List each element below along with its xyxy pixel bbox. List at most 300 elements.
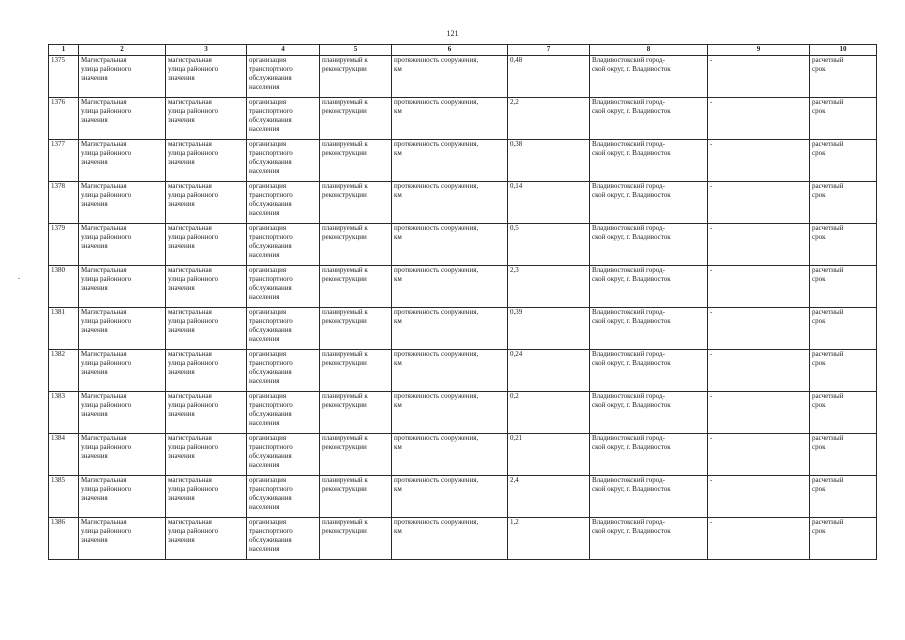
cell-line: расчетный [812,140,844,148]
cell-line: протяженность сооружения, [394,392,479,400]
cell-status [320,56,392,98]
cell-object-name [79,476,166,518]
cell-value: 2,2 [508,98,590,140]
cell-line: значения [81,536,108,544]
cell-line: населения [249,461,280,469]
cell-location [590,140,708,182]
cell-line: планируемый к [322,350,368,358]
cell-line: населения [249,125,280,133]
cell-value: 1,2 [508,518,590,560]
cell-line: Магистральная [81,476,127,484]
cell-object-name [79,350,166,392]
cell-line: обслуживания [249,284,292,292]
cell-object-type [166,56,247,98]
cell-line: транспортного [249,65,293,73]
registry-table [48,44,877,560]
cell-object-name [79,434,166,476]
cell-line: значения [168,116,195,124]
cell-line: улица районного [81,527,132,535]
cell-line: срок [812,149,826,157]
cell-line: Владивостокский город- [592,140,665,148]
cell-line: расчетный [812,182,844,190]
cell-line: обслуживания [249,536,292,544]
cell-line: магистральная [168,476,212,484]
cell-line: организация [249,308,287,316]
cell-status [320,308,392,350]
cell-line: транспортного [249,233,293,241]
cell-line: реконструкции [322,149,367,157]
cell-object-name [79,56,166,98]
cell-line: улица районного [168,65,219,73]
cell-line: магистральная [168,308,212,316]
cell-location [590,434,708,476]
cell-line: км [394,359,402,367]
cell-line: планируемый к [322,182,368,190]
cell-line: протяженность сооружения, [394,308,479,316]
cell-purpose [247,392,320,434]
cell-line: улица районного [168,233,219,241]
cell-line: Владивостокский город- [592,308,665,316]
cell-line: улица районного [81,275,132,283]
cell-term [810,476,877,518]
cell-status [320,98,392,140]
cell-line: реконструкции [322,401,367,409]
cell-line: ской округ, г. Владивосток [592,149,671,157]
cell-zone: - [708,308,810,350]
cell-line: значения [168,452,195,460]
cell-line: организация [249,182,287,190]
cell-line: Магистральная [81,56,127,64]
cell-line: протяженность сооружения, [394,98,479,106]
cell-line: Владивостокский город- [592,350,665,358]
cell-line: транспортного [249,485,293,493]
cell-zone: - [708,98,810,140]
cell-location [590,266,708,308]
cell-line: срок [812,191,826,199]
cell-line: значения [81,116,108,124]
cell-line: транспортного [249,359,293,367]
cell-line: населения [249,335,280,343]
cell-purpose [247,350,320,392]
cell-line: расчетный [812,518,844,526]
table-row [49,434,877,476]
cell-line: магистральная [168,350,212,358]
cell-value: 0,48 [508,56,590,98]
cell-row-number: 1375 [49,56,79,98]
cell-line: организация [249,518,287,526]
cell-line: реконструкции [322,275,367,283]
cell-term [810,350,877,392]
cell-location [590,518,708,560]
cell-term [810,434,877,476]
cell-term [810,266,877,308]
cell-characteristic [392,182,508,224]
cell-line: населения [249,251,280,259]
cell-line: срок [812,275,826,283]
cell-line: магистральная [168,182,212,190]
cell-status [320,476,392,518]
cell-line: реконструкции [322,359,367,367]
cell-purpose [247,518,320,560]
cell-line: протяженность сооружения, [394,350,479,358]
cell-line: Магистральная [81,266,127,274]
cell-line: протяженность сооружения, [394,140,479,148]
cell-line: км [394,401,402,409]
cell-line: расчетный [812,476,844,484]
cell-line: обслуживания [249,242,292,250]
cell-line: протяженность сооружения, [394,224,479,232]
cell-purpose [247,224,320,266]
cell-line: планируемый к [322,224,368,232]
cell-line: протяженность сооружения, [394,434,479,442]
cell-line: реконструкции [322,107,367,115]
cell-row-number: 1383 [49,392,79,434]
cell-status [320,350,392,392]
cell-line: значения [168,494,195,502]
cell-value: 2,4 [508,476,590,518]
cell-characteristic [392,350,508,392]
cell-line: реконструкции [322,317,367,325]
cell-line: планируемый к [322,140,368,148]
cell-object-type [166,434,247,476]
cell-line: планируемый к [322,434,368,442]
cell-line: значения [168,410,195,418]
cell-purpose [247,266,320,308]
cell-purpose [247,182,320,224]
column-header-9: 9 [708,45,810,56]
cell-line: улица районного [168,107,219,115]
cell-line: км [394,527,402,535]
cell-line: ской округ, г. Владивосток [592,401,671,409]
table-row [49,56,877,98]
cell-line: реконструкции [322,485,367,493]
cell-location [590,98,708,140]
cell-line: ской округ, г. Владивосток [592,107,671,115]
column-header-1: 1 [49,45,79,56]
cell-line: км [394,275,402,283]
cell-term [810,392,877,434]
cell-line: ской округ, г. Владивосток [592,191,671,199]
cell-zone: - [708,434,810,476]
cell-term [810,182,877,224]
cell-line: км [394,191,402,199]
cell-value: 0,24 [508,350,590,392]
cell-line: улица районного [168,359,219,367]
cell-line: срок [812,485,826,493]
cell-line: расчетный [812,98,844,106]
cell-value: 0,39 [508,308,590,350]
column-header-6: 6 [392,45,508,56]
cell-line: улица районного [81,233,132,241]
cell-zone: - [708,140,810,182]
cell-purpose [247,140,320,182]
cell-line: протяженность сооружения, [394,182,479,190]
cell-line: ской округ, г. Владивосток [592,527,671,535]
cell-object-name [79,182,166,224]
cell-line: обслуживания [249,368,292,376]
cell-characteristic [392,392,508,434]
cell-line: улица районного [168,149,219,157]
cell-object-name [79,308,166,350]
table-row [49,350,877,392]
cell-zone: - [708,224,810,266]
cell-line: ской округ, г. Владивосток [592,275,671,283]
cell-line: планируемый к [322,56,368,64]
cell-object-name [79,392,166,434]
cell-object-name [79,140,166,182]
cell-line: улица районного [168,275,219,283]
cell-line: магистральная [168,434,212,442]
cell-zone: - [708,392,810,434]
cell-line: срок [812,359,826,367]
table-row [49,182,877,224]
cell-line: ской округ, г. Владивосток [592,233,671,241]
cell-line: организация [249,476,287,484]
cell-characteristic [392,224,508,266]
cell-zone: - [708,182,810,224]
cell-line: Магистральная [81,518,127,526]
cell-object-type [166,98,247,140]
cell-line: Владивостокский город- [592,476,665,484]
cell-line: обслуживания [249,116,292,124]
cell-line: обслуживания [249,158,292,166]
column-header-2: 2 [79,45,166,56]
cell-line: км [394,65,402,73]
column-header-8: 8 [590,45,708,56]
cell-line: км [394,485,402,493]
cell-line: Владивостокский город- [592,392,665,400]
cell-characteristic [392,476,508,518]
cell-zone: - [708,350,810,392]
cell-line: протяженность сооружения, [394,56,479,64]
cell-location [590,56,708,98]
cell-line: обслуживания [249,494,292,502]
cell-value: 0,38 [508,140,590,182]
cell-line: реконструкции [322,233,367,241]
cell-row-number: 1378 [49,182,79,224]
cell-line: транспортного [249,107,293,115]
cell-term [810,518,877,560]
table-row [49,392,877,434]
cell-line: Магистральная [81,434,127,442]
cell-status [320,518,392,560]
cell-term [810,308,877,350]
cell-line: Магистральная [81,350,127,358]
column-header-7: 7 [508,45,590,56]
cell-status [320,140,392,182]
cell-line: Владивостокский город- [592,434,665,442]
cell-line: планируемый к [322,98,368,106]
cell-status [320,224,392,266]
column-header-5: 5 [320,45,392,56]
cell-line: обслуживания [249,452,292,460]
cell-line: Магистральная [81,392,127,400]
cell-status [320,182,392,224]
cell-line: организация [249,140,287,148]
cell-line: улица районного [81,359,132,367]
cell-line: расчетный [812,308,844,316]
cell-line: организация [249,56,287,64]
table-body [49,56,877,560]
cell-location [590,182,708,224]
cell-zone: - [708,518,810,560]
cell-line: транспортного [249,401,293,409]
cell-line: значения [81,158,108,166]
cell-status [320,266,392,308]
cell-value: 0,5 [508,224,590,266]
cell-line: реконструкции [322,65,367,73]
cell-line: ской округ, г. Владивосток [592,359,671,367]
cell-line: значения [81,326,108,334]
cell-line: км [394,149,402,157]
cell-object-type [166,476,247,518]
cell-line: улица районного [81,317,132,325]
cell-line: значения [168,284,195,292]
cell-row-number: 1382 [49,350,79,392]
cell-line: Владивостокский город- [592,98,665,106]
cell-line: магистральная [168,56,212,64]
cell-line: транспортного [249,149,293,157]
cell-line: улица районного [81,485,132,493]
cell-line: значения [168,158,195,166]
cell-line: улица районного [168,401,219,409]
cell-line: улица районного [168,485,219,493]
cell-line: реконструкции [322,191,367,199]
cell-line: срок [812,527,826,535]
cell-line: ской округ, г. Владивосток [592,485,671,493]
cell-zone: - [708,476,810,518]
cell-status [320,392,392,434]
column-header-3: 3 [166,45,247,56]
cell-object-type [166,308,247,350]
cell-line: улица районного [81,191,132,199]
cell-term [810,98,877,140]
cell-line: планируемый к [322,266,368,274]
cell-line: протяженность сооружения, [394,476,479,484]
cell-line: населения [249,293,280,301]
cell-object-type [166,350,247,392]
cell-line: организация [249,98,287,106]
cell-row-number: 1380 [49,266,79,308]
cell-line: улица районного [168,443,219,451]
cell-line: улица районного [81,401,132,409]
cell-line: Владивостокский город- [592,56,665,64]
cell-line: значения [81,284,108,292]
cell-object-name [79,98,166,140]
cell-object-type [166,182,247,224]
cell-line: срок [812,233,826,241]
cell-line: транспортного [249,527,293,535]
cell-purpose [247,434,320,476]
column-header-4: 4 [247,45,320,56]
cell-line: км [394,233,402,241]
cell-line: Владивостокский город- [592,266,665,274]
cell-line: км [394,443,402,451]
cell-line: населения [249,419,280,427]
cell-line: населения [249,83,280,91]
cell-line: населения [249,209,280,217]
cell-line: значения [81,200,108,208]
cell-row-number: 1386 [49,518,79,560]
cell-line: ской округ, г. Владивосток [592,65,671,73]
cell-row-number: 1377 [49,140,79,182]
cell-line: значения [168,200,195,208]
cell-value: 0,2 [508,392,590,434]
cell-line: значения [168,368,195,376]
cell-line: срок [812,65,826,73]
cell-line: планируемый к [322,392,368,400]
cell-location [590,308,708,350]
cell-characteristic [392,434,508,476]
table-row [49,224,877,266]
cell-line: значения [168,242,195,250]
cell-object-type [166,392,247,434]
cell-line: организация [249,266,287,274]
cell-line: населения [249,167,280,175]
cell-status [320,434,392,476]
cell-location [590,224,708,266]
cell-line: улица районного [81,107,132,115]
cell-line: Магистральная [81,308,127,316]
cell-object-type [166,266,247,308]
cell-value: 0,14 [508,182,590,224]
cell-row-number: 1381 [49,308,79,350]
cell-line: улица районного [81,65,132,73]
cell-value: 0,21 [508,434,590,476]
cell-object-name [79,224,166,266]
cell-characteristic [392,56,508,98]
cell-line: значения [81,410,108,418]
cell-line: значения [81,74,108,82]
cell-line: срок [812,107,826,115]
cell-line: значения [81,368,108,376]
cell-purpose [247,308,320,350]
cell-line: обслуживания [249,410,292,418]
cell-zone: - [708,266,810,308]
cell-line: улица районного [168,317,219,325]
cell-line: населения [249,503,280,511]
cell-term [810,140,877,182]
cell-line: магистральная [168,140,212,148]
cell-line: организация [249,350,287,358]
cell-characteristic [392,98,508,140]
cell-line: значения [81,452,108,460]
cell-line: улица районного [81,149,132,157]
cell-line: магистральная [168,98,212,106]
cell-line: реконструкции [322,527,367,535]
cell-line: расчетный [812,224,844,232]
cell-line: планируемый к [322,308,368,316]
cell-line: магистральная [168,224,212,232]
cell-line: протяженность сооружения, [394,518,479,526]
cell-line: расчетный [812,56,844,64]
cell-line: магистральная [168,518,212,526]
cell-line: населения [249,377,280,385]
margin-mark: . [18,272,20,281]
cell-term [810,56,877,98]
table-row [49,476,877,518]
cell-line: улица районного [168,191,219,199]
cell-line: значения [168,326,195,334]
cell-purpose [247,98,320,140]
cell-row-number: 1379 [49,224,79,266]
cell-line: протяженность сооружения, [394,266,479,274]
cell-line: ской округ, г. Владивосток [592,443,671,451]
cell-line: Магистральная [81,182,127,190]
cell-location [590,392,708,434]
cell-line: транспортного [249,317,293,325]
cell-location [590,350,708,392]
